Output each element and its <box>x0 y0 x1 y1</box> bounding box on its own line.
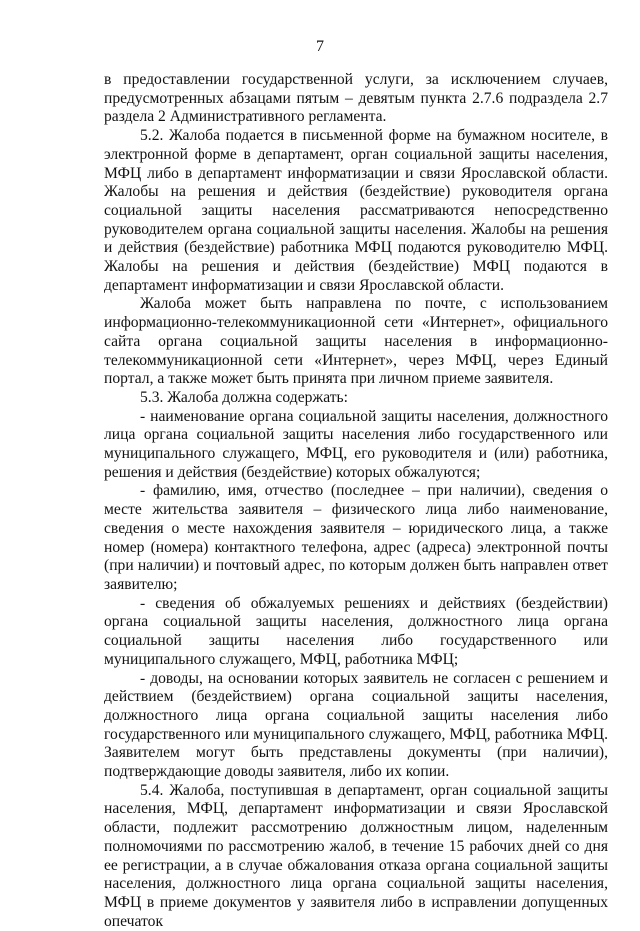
paragraph-3: Жалоба может быть направлена по почте, с использованием информационно-телекоммуникационной сети «Интернет», официального сайта органа социальной защиты населения в информационно-телекоммуникационной сети «Интернет», через МФЦ, через Единый портал, а также может быть принята при личном приеме заявителя. <box>104 295 608 388</box>
body-text <box>104 71 608 931</box>
paragraph-7: - сведения об обжалуемых решениях и действиях (бездействии) органа социальной защиты населения, должностного лица органа социальной защиты населения либо государственного или муниципального служащего, МФЦ, работника МФЦ; <box>104 594 608 668</box>
paragraph-9: 5.4. Жалоба, поступившая в департамент, орган социальной защиты населения, МФЦ, департамент информатизации и связи Ярославской области, подлежит рассмотрению должностным лицом, наделенным полномочиями по рассмотрению жалоб, в течение 15 рабочих дней со дня ее регистрации, а в случае обжалования отказа органа социальной защиты населения, должностного лица органа социальной защиты населения, МФЦ в приеме документов у заявителя либо в исправлении допущенных опечаток <box>104 781 608 930</box>
paragraph-5: - наименование органа социальной защиты населения, должностного лица органа социальной защиты населения либо государственного или муниципального служащего, МФЦ, его руководителя и (или) работника, решения и действия (бездействие) которых обжалуются; <box>104 407 608 481</box>
paragraph-2: 5.2. Жалоба подается в письменной форме на бумажном носителе, в электронной форме в департамент, орган социальной защиты населения, МФЦ либо в департамент информатизации и связи Ярославской области. Жалобы на решения и действия (бездействие) руководителя органа социальной защиты населения рассматриваются непосредственно руководителем органа социальной защиты населения. Жалобы на решения и действия (бездействие) работника МФЦ подаются руководителю МФЦ. Жалобы на решения и действия (бездействие) МФЦ подаются в департамент информатизации и связи Ярославской области. <box>104 127 608 294</box>
paragraph-4: 5.3. Жалоба должна содержать: <box>140 388 348 406</box>
paragraph-8: - доводы, на основании которых заявитель не согласен с решением и действием (бездействием) органа социальной защиты населения, должностного лица органа социальной защиты населения либо государственного или муниципального служащего, МФЦ, работника МФЦ. Заявителем могут быть представлены документы (при наличии), подтверждающие доводы заявителя, либо их копии. <box>104 669 608 781</box>
paragraph-1: в предоставлении государственной услуги, за исключением случаев, предусмотренных абзацами пятым – девятым пункта 2.7.6 подраздела 2.7 раздела 2 Административного регламента. <box>104 71 608 126</box>
paragraph-6: - фамилию, имя, отчество (последнее – при наличии), сведения о месте жительства заявителя – физического лица либо наименование, сведения о месте нахождения заявителя – юридического лица, а также номер (номера) контактного телефона, адрес (адреса) электронной почты (при наличии) и почтовый адрес, по которым должен быть направлен ответ заявителю; <box>104 482 608 593</box>
page-number: 7 <box>316 38 324 55</box>
